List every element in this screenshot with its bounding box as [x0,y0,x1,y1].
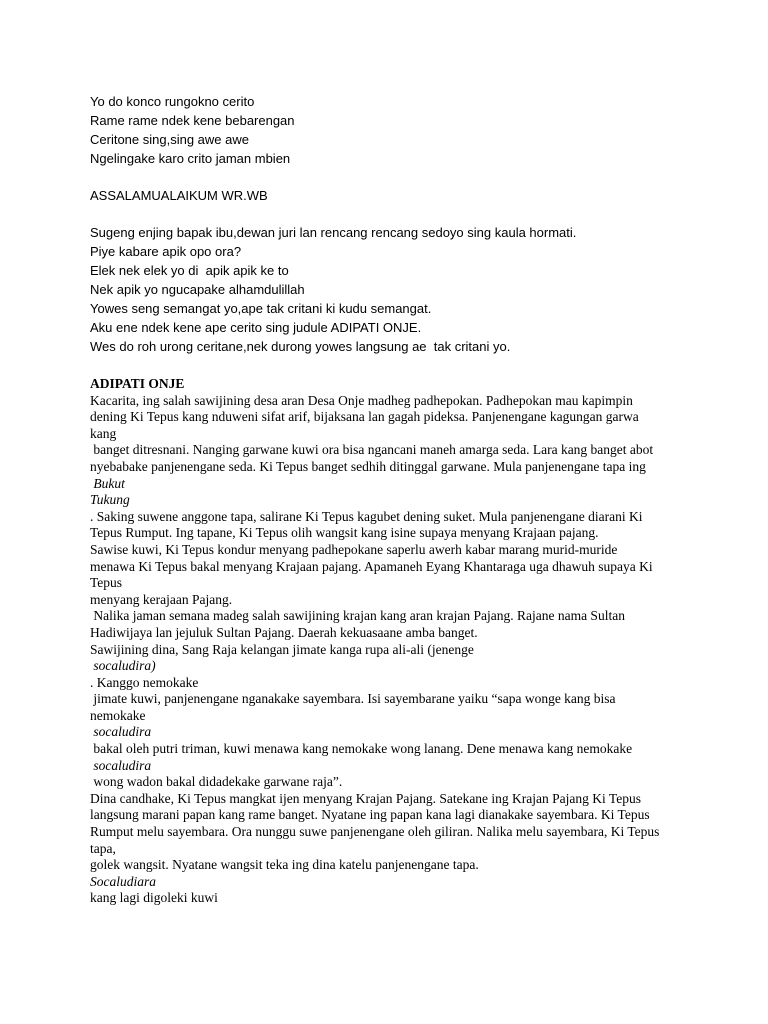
speech-line: Nek apik yo ngucapake alhamdulillah [90,282,305,297]
intro-section [90,92,690,356]
story-line: Tepus Rumput. Ing tapane, Ki Tepus olih wangsit kang isine supaya menyang Krajaan pajang. [90,525,599,541]
verse-line: Yo do konco rungokno cerito [90,94,255,109]
speech-line: Aku ene ndek kene ape cerito sing judule ADIPATI ONJE. [90,320,422,335]
story-line: menyang kerajaan Pajang. [90,591,233,607]
story-line-italic: socaludira [90,724,152,740]
story-line: kang lagi digoleki kuwi [90,890,218,906]
speech-line: Piye kabare apik opo ora? [90,244,242,259]
story-line: . Kanggo nemokake [90,674,199,690]
story-line-italic: socaludira) [90,658,156,674]
speech-line: Yowes seng semangat yo,ape tak critani ki kudu semangat. [90,301,432,316]
story-line: Tepus [90,575,123,591]
story-line-italic: Socaludiara [90,873,156,889]
story-line: menawa Ki Tepus bakal menyang Krajaan pajang. Apamaneh Eyang Khantaraga uga dhawuh supaya Ki [90,558,653,574]
story-line-italic: socaludira [90,757,152,773]
story-line: Dina candhake, Ki Tepus mangkat ijen menyang Krajan Pajang. Satekane ing Krajan Pajang Ki Tepus [90,790,641,806]
story-line-italic: Tukung [90,492,130,508]
story-line: Sawise kuwi, Ki Tepus kondur menyang padhepokane saperlu awerh kabar marang murid-muride [90,541,618,557]
paragraph-gap [90,205,690,223]
story-line: banget ditresnani. Nanging garwane kuwi ora bisa ngancani maneh amarga seda. Lara kang banget abot [90,442,654,458]
story-line: wong wadon bakal didadekake garwane raja”. [90,774,343,790]
story-line: . Saking suwene anggone tapa, salirane Ki Tepus kagubet dening suket. Mula panjenengane diarani Ki [90,508,643,524]
story-line: kang [90,425,117,441]
story-line: Hadiwijaya lan jejuluk Sultan Pajang. Daerah kekuasaane amba banget. [90,624,478,640]
story-line: tapa, [90,840,116,856]
story-line: Rumput melu sayembara. Ora nunggu suwe panjenengane oleh giliran. Nalika melu sayembara, Ki Tepus [90,824,660,840]
story-line: nemokake [90,707,146,723]
story-line: Kacarita, ing salah sawijining desa aran Desa Onje madheg padhepokan. Padhepokan mau kapimpin [90,392,633,408]
section-gap [90,356,690,376]
verse-line: Rame rame ndek kene bebarengan [90,113,295,128]
speech-line: Wes do roh urong ceritane,nek durong yowes langsung ae tak critani yo. [90,339,511,354]
speech-line: Elek nek elek yo di apik apik ke to [90,263,289,278]
speech-line: Sugeng enjing bapak ibu,dewan juri lan rencang rencang sedoyo sing kaula hormati. [90,225,577,240]
opening-speech [90,223,690,356]
story-line: Nalika jaman semana madeg salah sawijining krajan kang aran krajan Pajang. Rajane nama Sultan [90,608,625,624]
story-line: nyebabake panjenengane seda. Ki Tepus banget sedhih ditinggal garwane. Mula panjenengane tapa ing [90,458,646,474]
verse-line: Ceritone sing,sing awe awe [90,132,249,147]
story-line: Sawijining dina, Sang Raja kelangan jimate kanga rupa ali-ali (jenenge [90,641,474,657]
story-line-italic: Bukut [90,475,125,491]
paragraph-gap [90,168,690,186]
opening-verse [90,92,690,168]
document-page [90,92,690,907]
story-line: golek wangsit. Nyatane wangsit teka ing dina katelu panjenengane tapa. [90,857,479,873]
salam-greeting: ASSALAMUALAIKUM WR.WB [90,188,268,203]
story-line: jimate kuwi, panjenengane nganakake sayembara. Isi sayembarane yaiku “sapa wonge kang bisa [90,691,616,707]
story-line: langsung marani papan kang rame banget. Nyatane ing papan kana lagi dianakake sayembara. Ki Tepus [90,807,650,823]
verse-line: Ngelingake karo crito jaman mbien [90,151,291,166]
story-line: bakal oleh putri triman, kuwi menawa kang nemokake wong lanang. Dene menawa kang nemokake [90,741,633,757]
story-line: dening Ki Tepus kang nduweni sifat arif, bijaksana lan gagah pideksa. Panjenengane kagungan garwa [90,409,639,425]
story-section [90,376,690,907]
story-title: ADIPATI ONJE [90,376,185,391]
